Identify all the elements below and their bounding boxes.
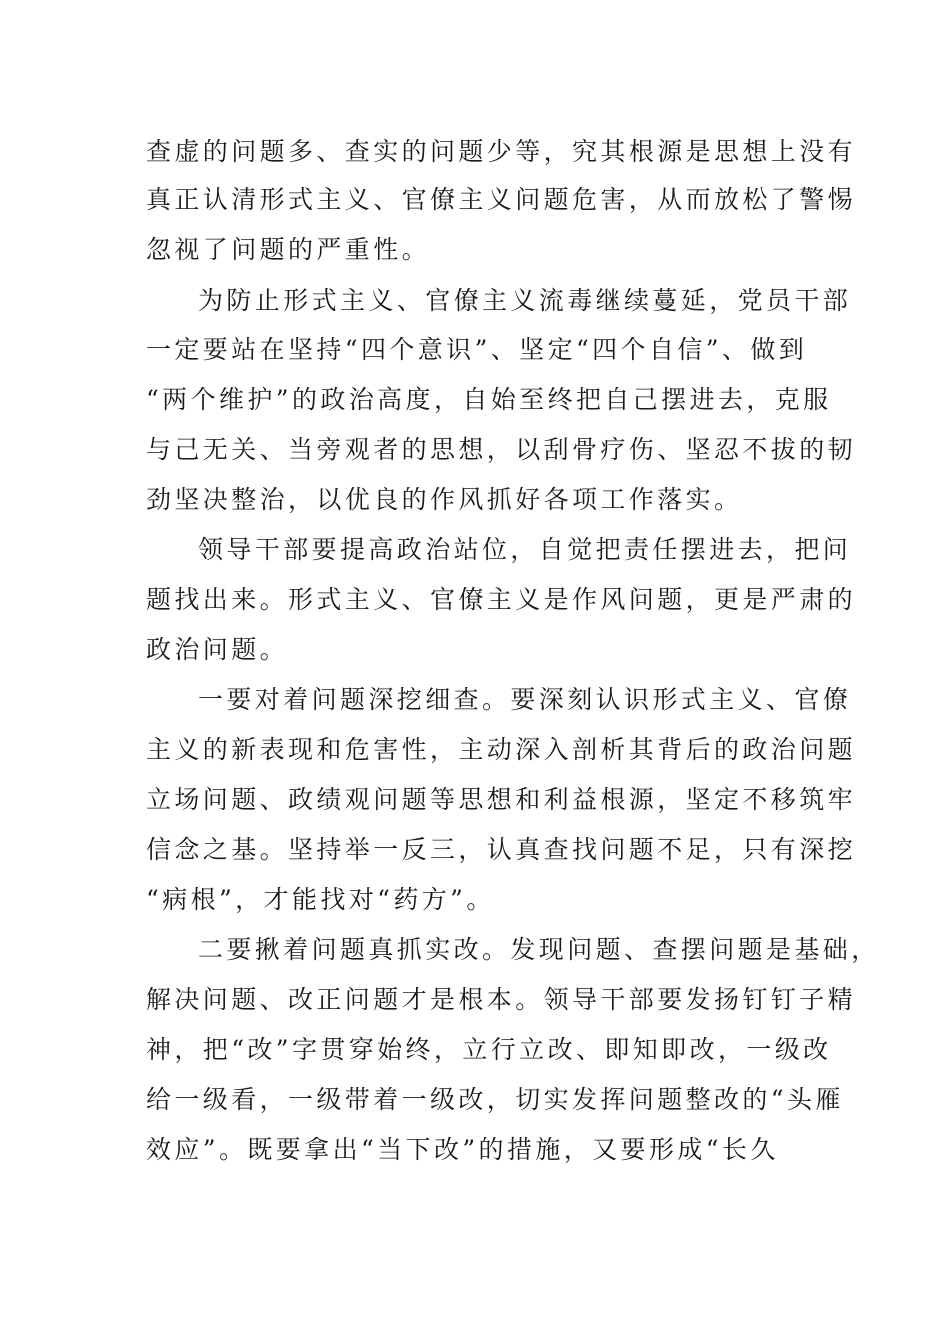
text-line: 给一级看，一级带着一级改，切实发挥问题整改的“头雁	[146, 1085, 844, 1114]
text-line: 查虚的问题多、查实的问题少等，究其根源是思想上没有	[146, 137, 857, 166]
text-line: 与己无关、当旁观者的思想，以刮骨疗伤、坚忍不拔的韧	[146, 435, 857, 464]
text-line: “两个维护”的政治高度，自始至终把自己摆进去，克服	[146, 385, 832, 414]
text-line: 政治问题。	[146, 635, 289, 664]
text-line: “病根”，才能找对“药方”。	[146, 885, 495, 914]
paragraph-start-line: 领导干部要提高政治站位，自觉把责任摆进去，把问	[198, 535, 852, 564]
paragraph-start-line: 一要对着问题深挖细查。要深刻认识形式主义、官僚	[198, 685, 852, 714]
text-line: 真正认清形式主义、官僚主义问题危害，从而放松了警惕	[146, 185, 857, 214]
text-line: 劲坚决整治，以优良的作风抓好各项工作落实。	[146, 485, 743, 514]
text-line: 忽视了问题的严重性。	[146, 235, 431, 264]
text-line: 信念之基。坚持举一反三，认真查找问题不足，只有深挖	[146, 835, 857, 864]
paragraph-start-line: 二要揪着问题真抓实改。发现问题、查摆问题是基础，	[198, 935, 880, 964]
text-line: 题找出来。形式主义、官僚主义是作风问题，更是严肃的	[146, 585, 857, 614]
text-line: 神，把“改”字贯穿始终，立行立改、即知即改，一级改	[146, 1035, 832, 1064]
text-line: 一定要站在坚持“四个意识”、坚定“四个自信”、做到	[146, 335, 808, 364]
text-line: 主义的新表现和危害性，主动深入剖析其背后的政治问题	[146, 735, 857, 764]
text-line: 解决问题、改正问题才是根本。领导干部要发扬钉钉子精	[146, 985, 857, 1014]
text-line: 效应”。既要拿出“当下改”的措施，又要形成“长久	[146, 1135, 779, 1164]
text-line: 立场问题、政绩观问题等思想和利益根源，坚定不移筑牢	[146, 785, 857, 814]
paragraph-start-line: 为防止形式主义、官僚主义流毒继续蔓延，党员干部	[198, 286, 852, 315]
